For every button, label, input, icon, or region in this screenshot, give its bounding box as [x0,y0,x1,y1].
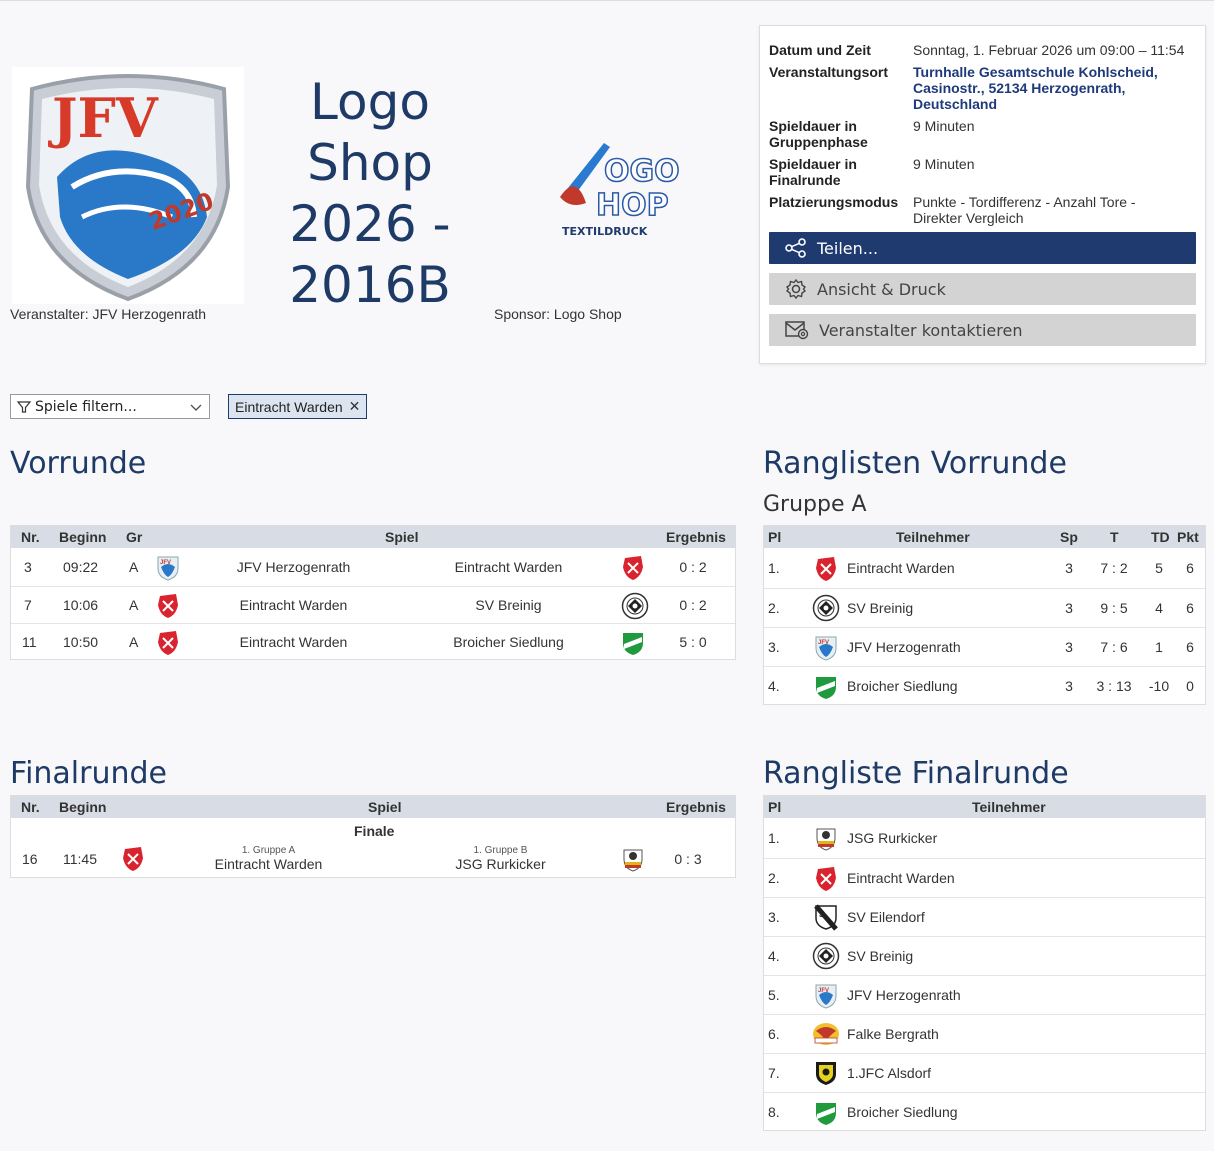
close-icon[interactable]: ✕ [348,398,361,414]
goal-diff: 1 [1155,639,1163,655]
goals: 9 : 5 [1100,600,1128,616]
rank: 2. [768,870,780,886]
label-line: Spieldauer in [769,156,857,172]
jfv-herzogenrath-logo [12,67,244,304]
col-game: Spiel [385,529,419,545]
team-name[interactable]: SV Eilendorf [847,909,925,925]
tournament-title [270,72,470,316]
date-value: Sonntag, 1. Februar 2026 um 09:00 – 11:54 [913,42,1185,58]
venue-line[interactable]: Deutschland [913,96,998,112]
col-sp: Sp [1060,529,1078,545]
table-row[interactable] [764,897,1205,936]
mode-line: Punkte - Tordifferenz - Anzahl Tore - [913,194,1136,210]
eintracht-warden-crest-icon [814,866,838,892]
contact-organizer-button[interactable] [769,314,1196,346]
table-row[interactable] [11,586,735,623]
col-team: Teilnehmer [896,529,970,545]
ranking-final-heading: Rangliste Finalrunde [763,756,1069,791]
table-row[interactable] [764,819,1205,858]
filter-icon [17,400,31,414]
broicher-siedlung-crest-icon [621,630,645,656]
svg-text:JFV: JFV [52,86,158,150]
falke-bergrath-crest-icon [812,1021,840,1047]
sv-breinig-crest-icon [812,942,840,970]
goals: 7 : 6 [1100,639,1128,655]
mode-label: Platzierungsmodus [769,194,899,210]
group-duration-value: 9 Minuten [913,118,975,134]
game-group: A [129,597,139,613]
table-row[interactable] [764,1014,1205,1053]
rank: 5. [768,987,780,1003]
table-row[interactable] [11,549,735,586]
chip-label: Eintracht Warden [235,398,343,415]
home-team[interactable]: JFV Herzogenrath [236,559,351,575]
contact-organizer-label: Veranstalter kontaktieren [819,320,1023,340]
col-group: Gr [126,529,143,545]
home-team[interactable]: Eintracht Warden [214,856,323,872]
ranking-group-table [763,525,1206,705]
goals: 3 : 13 [1096,678,1132,694]
rank: 2. [768,600,780,616]
view-print-label: Ansicht & Druck [817,279,946,299]
svg-text:JFV: JFV [160,560,172,566]
rank: 3. [768,909,780,925]
svg-text:HOP: HOP [596,188,669,223]
away-seed: 1. Gruppe B [473,845,528,856]
share-icon [785,238,807,258]
label-line: Spieldauer in [769,118,857,134]
svg-text:JFV: JFV [818,988,830,994]
mode-line: Direkter Vergleich [913,210,1024,226]
finalrunde-heading: Finalrunde [10,756,168,791]
sponsor-caption: Sponsor: Logo Shop [494,306,622,322]
col-pl: Pl [768,799,782,815]
col-begin: Beginn [59,529,107,545]
team-name[interactable]: JFV Herzogenrath [847,987,961,1003]
share-label: Teilen... [817,238,879,258]
eintracht-warden-crest-icon [121,846,145,872]
col-pkt: Pkt [1177,529,1199,545]
broicher-siedlung-crest-icon [814,1100,838,1126]
game-group: A [129,634,139,650]
team-name[interactable]: JSG Rurkicker [847,830,938,846]
gear-icon [785,278,807,300]
game-time: 09:22 [63,559,99,575]
filter-placeholder: Spiele filtern... [35,398,137,415]
game-time: 11:45 [63,851,97,867]
svg-text:S: S [819,910,825,919]
game-nr: 16 [22,851,38,867]
team-name[interactable]: SV Breinig [847,948,914,964]
team-name[interactable]: JFV Herzogenrath [847,639,961,655]
title-line: 2016B [289,256,451,314]
jsg-rurkicker-crest-icon [621,846,645,872]
away-team[interactable]: Eintracht Warden [454,559,563,575]
away-team[interactable]: Broicher Siedlung [453,634,564,650]
points: 6 [1186,560,1194,576]
svg-text:JFV: JFV [818,640,830,646]
table-header [764,526,1205,548]
table-row[interactable] [11,841,735,878]
games: 3 [1065,678,1073,694]
label-line: Gruppenphase [769,134,868,150]
organizer-caption: Veranstalter: JFV Herzogenrath [10,306,207,322]
eintracht-warden-crest-icon [621,555,645,581]
rank: 4. [768,948,780,964]
mode-value [913,194,1198,226]
rank: 4. [768,678,780,694]
table-row[interactable] [764,588,1205,627]
jsg-rurkicker-crest-icon [814,825,838,851]
table-row[interactable] [11,623,735,660]
title-line: Shop [307,134,433,192]
game-nr: 7 [24,597,32,613]
jfv-crest-icon [814,635,838,661]
title-line: Logo [310,73,430,131]
date-label: Datum und Zeit [769,42,871,58]
active-filter-chip[interactable] [228,394,367,419]
game-result: 0 : 3 [674,851,702,867]
table-row[interactable] [764,975,1205,1014]
label-line: Finalrunde [769,172,841,188]
jfv-crest-icon [814,983,838,1009]
col-td: TD [1151,529,1170,545]
team-name[interactable]: Eintracht Warden [847,560,955,576]
final-duration-label [769,156,909,188]
table-row[interactable] [764,627,1205,666]
mail-icon [785,320,809,340]
title-line: 2026 - [289,195,451,253]
goal-diff: 4 [1155,600,1163,616]
team-name[interactable]: 1.JFC Alsdorf [847,1065,932,1081]
home-seed: 1. Gruppe A [241,845,296,856]
game-nr: 11 [22,634,37,650]
team-name[interactable]: Broicher Siedlung [847,678,958,694]
venue-line[interactable]: Casinostr., 52134 Herzogenrath, [913,80,1126,96]
logo-shop-sponsor-logo [556,133,680,239]
game-group: A [129,559,139,575]
broicher-siedlung-crest-icon [814,674,838,700]
team-name[interactable]: Falke Bergrath [847,1026,939,1042]
rank: 6. [768,1026,780,1042]
games: 3 [1065,600,1073,616]
vorrunde-table [10,525,736,660]
venue-label: Veranstaltungsort [769,64,889,80]
game-filter-select[interactable] [10,394,210,419]
team-name[interactable]: Eintracht Warden [847,870,955,886]
table-row[interactable] [764,858,1205,897]
jfc-alsdorf-crest-icon [814,1060,838,1086]
home-team[interactable]: Eintracht Warden [239,634,348,650]
view-print-button[interactable] [769,273,1196,305]
points: 0 [1186,678,1194,694]
rank: 1. [768,830,780,846]
venue-link[interactable] [913,64,1198,112]
col-nr: Nr. [21,799,40,815]
home-team[interactable]: Eintracht Warden [239,597,348,613]
col-result: Ergebnis [666,529,726,545]
svg-text:OGO: OGO [604,154,680,189]
col-nr: Nr. [21,529,40,545]
goals: 7 : 2 [1100,560,1128,576]
col-result: Ergebnis [666,799,726,815]
games: 3 [1065,639,1073,655]
game-nr: 3 [24,559,32,575]
table-row[interactable] [764,1053,1205,1092]
game-result: 0 : 2 [679,559,707,575]
ranking-group-heading: Ranglisten Vorrunde [763,446,1067,481]
table-row[interactable] [764,1092,1205,1131]
svg-text:2020: 2020 [145,186,218,237]
goal-diff: -10 [1148,678,1170,694]
table-header [11,526,735,548]
table-header [764,796,1205,818]
rank: 7. [768,1065,780,1081]
away-team[interactable]: JSG Rurkicker [455,856,546,872]
col-begin: Beginn [59,799,107,815]
col-team: Teilnehmer [972,799,1046,815]
game-result: 5 : 0 [679,634,707,650]
eintracht-warden-crest-icon [156,630,180,656]
event-info-panel [759,25,1206,364]
col-pl: Pl [768,529,782,545]
group-duration-label [769,118,909,150]
venue-line[interactable]: Turnhalle Gesamtschule Kohlscheid, [913,64,1158,80]
eintracht-warden-crest-icon [156,593,180,619]
table-row[interactable] [764,936,1205,975]
game-time: 10:06 [63,597,99,613]
team-name[interactable]: SV Breinig [847,600,914,616]
share-button[interactable] [769,232,1196,264]
games: 3 [1065,560,1073,576]
game-time: 10:50 [63,634,99,650]
rank: 3. [768,639,780,655]
away-team[interactable]: SV Breinig [475,597,542,613]
sv-eilendorf-crest-icon [814,904,838,930]
table-row[interactable] [764,666,1205,705]
ranking-final-table [763,795,1206,1131]
game-result: 0 : 2 [679,597,707,613]
eintracht-warden-crest-icon [814,556,838,582]
rank: 8. [768,1104,780,1120]
rank: 1. [768,560,780,576]
col-game: Spiel [368,799,402,815]
points: 6 [1186,600,1194,616]
final-duration-value: 9 Minuten [913,156,975,172]
table-header [11,796,735,818]
team-name[interactable]: Broicher Siedlung [847,1104,958,1120]
chevron-down-icon [189,400,203,414]
group-a-heading: Gruppe A [763,492,867,517]
stage-label: Finale [354,823,395,839]
col-t: T [1110,529,1119,545]
top-divider [0,0,1214,1]
sv-breinig-crest-icon [621,592,649,620]
svg-text:TEXTILDRUCK: TEXTILDRUCK [562,225,648,238]
jfv-crest-icon [156,555,180,581]
points: 6 [1186,639,1194,655]
sv-breinig-crest-icon [812,594,840,622]
table-row[interactable] [764,549,1205,588]
finalrunde-table [10,795,736,878]
vorrunde-heading: Vorrunde [10,446,147,481]
goal-diff: 5 [1155,560,1163,576]
